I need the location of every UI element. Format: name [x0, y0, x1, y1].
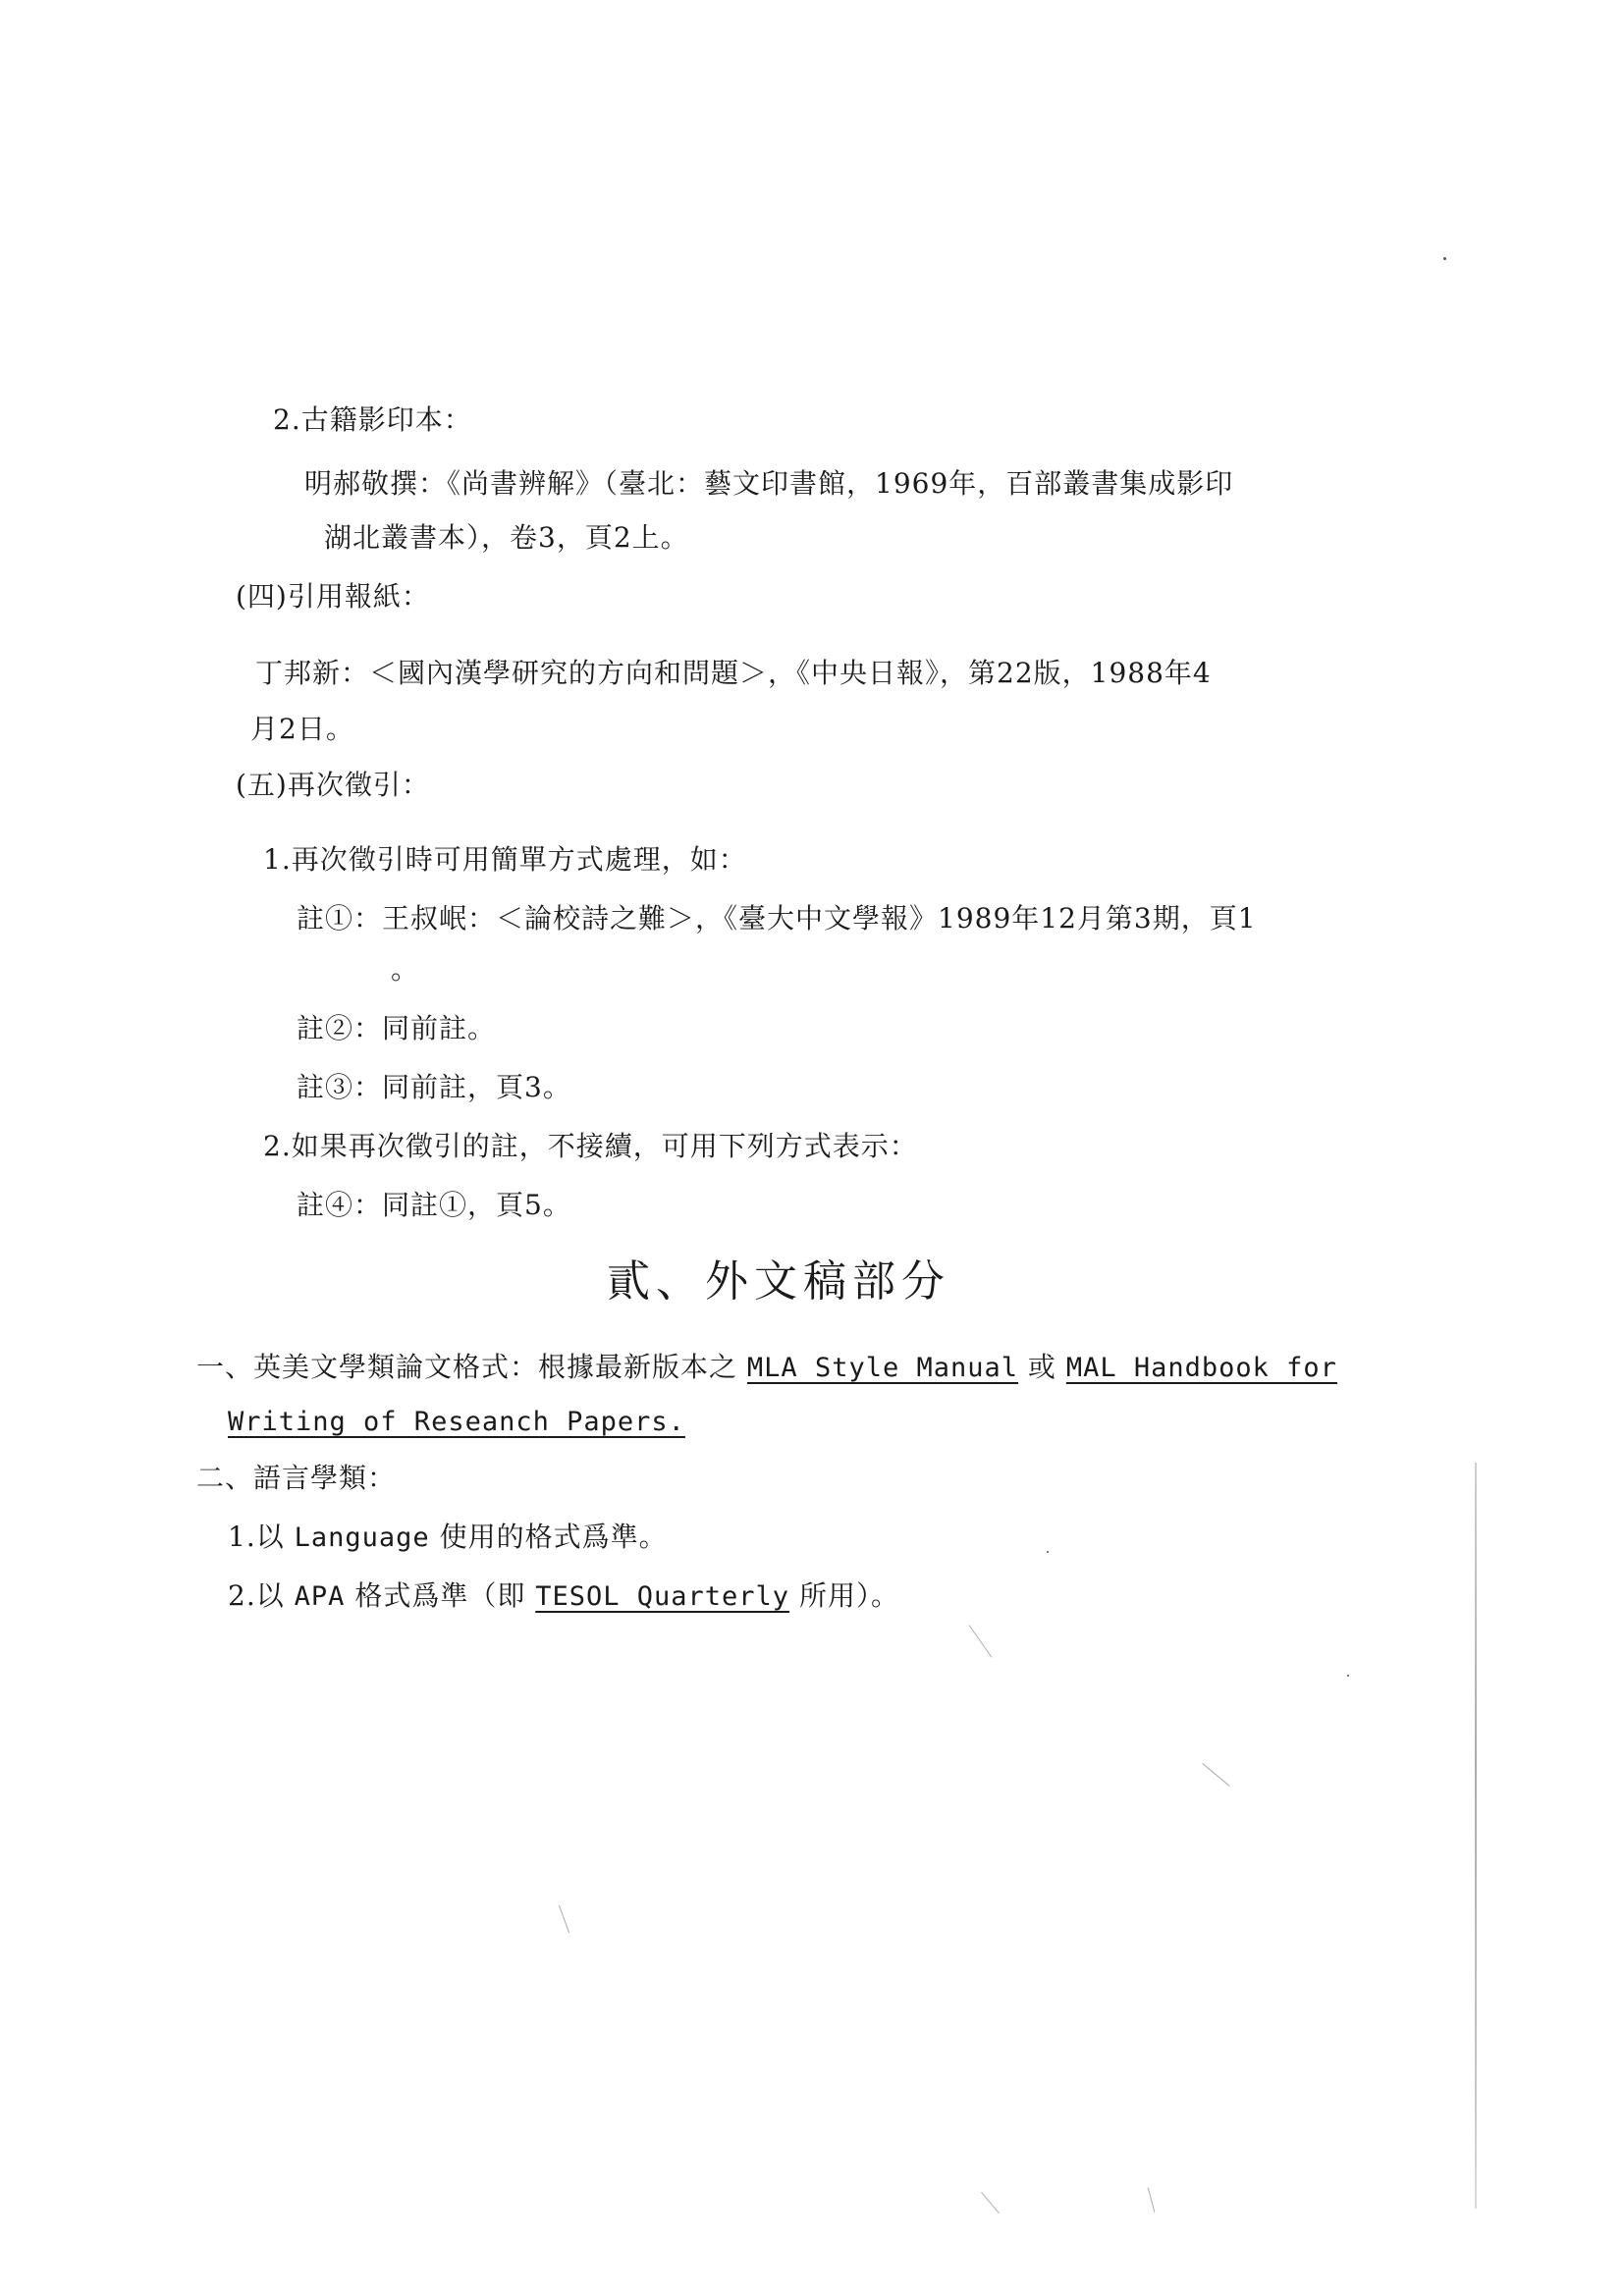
scan-speck — [1047, 1551, 1049, 1553]
list-item — [228, 1578, 899, 1615]
scan-mark — [559, 1905, 569, 1934]
section-heading-repeat-citation: (五)再次徵引： — [236, 769, 430, 801]
list-item-prefix: 1.以 — [228, 1521, 285, 1553]
english-literature-format-continuation — [228, 1404, 685, 1440]
list-item-text: 使用的格式爲準。 — [439, 1521, 668, 1553]
item-ancient-books-heading: 2.古籍影印本： — [273, 403, 472, 436]
list-item — [228, 1520, 668, 1556]
english-literature-format-line — [196, 1350, 1337, 1386]
footnote-example-continuation: 。 — [391, 953, 420, 986]
conjunction: 或 — [1027, 1351, 1056, 1383]
scan-mark — [1202, 1763, 1229, 1787]
scan-speck — [1443, 257, 1446, 260]
footnote-example: 註①：王叔岷：＜論校詩之難＞，《臺大中文學報》1989年12月第3期，頁1 — [297, 902, 1257, 934]
list-item: 2.如果再次徵引的註，不接續，可用下列方式表示： — [263, 1130, 918, 1162]
citation-line: 丁邦新：＜國內漢學研究的方向和問題＞，《中央日報》，第22版，1988年4 — [255, 657, 1212, 689]
book-title: MLA Style Manual — [746, 1353, 1019, 1383]
style-name: APA — [294, 1581, 346, 1612]
list-item-text: 格式爲準（即 — [354, 1579, 526, 1612]
section-title: 貳、外文稿部分 — [607, 1256, 950, 1307]
citation-line: 月2日。 — [250, 713, 354, 745]
citation-line: 湖北叢書本），卷3，頁2上。 — [324, 521, 689, 554]
section-heading-linguistics: 二、語言學類： — [196, 1462, 397, 1494]
journal-name: Language — [294, 1522, 430, 1553]
scan-mark — [981, 2192, 1000, 2214]
format-label: 一、英美文學類論文格式：根據最新版本之 — [196, 1351, 738, 1383]
list-item-prefix: 2.以 — [228, 1579, 285, 1612]
citation-line: 明郝敬撰：《尚書辨解》（臺北：藝文印書館，1969年，百部叢書集成影印 — [304, 467, 1234, 500]
footnote-example: 註③：同前註，頁3。 — [297, 1071, 571, 1103]
scan-speck — [1347, 1675, 1349, 1677]
book-title: MAL Handbook for — [1065, 1353, 1337, 1383]
footnote-example: 註④：同註①，頁5。 — [297, 1189, 571, 1221]
book-title: Writing of Reseanch Papers. — [228, 1407, 685, 1437]
footnote-example: 註②：同前註。 — [297, 1012, 497, 1044]
section-heading-newspaper: (四)引用報紙： — [236, 580, 430, 613]
list-item-text: 所用）。 — [798, 1579, 899, 1612]
list-item: 1.再次徵引時可用簡單方式處理，如： — [263, 843, 747, 876]
scan-mark — [969, 1625, 993, 1657]
scan-mark — [1148, 2187, 1156, 2212]
scan-edge-artifact — [1475, 1463, 1477, 2209]
journal-name: TESOL Quarterly — [535, 1581, 790, 1612]
